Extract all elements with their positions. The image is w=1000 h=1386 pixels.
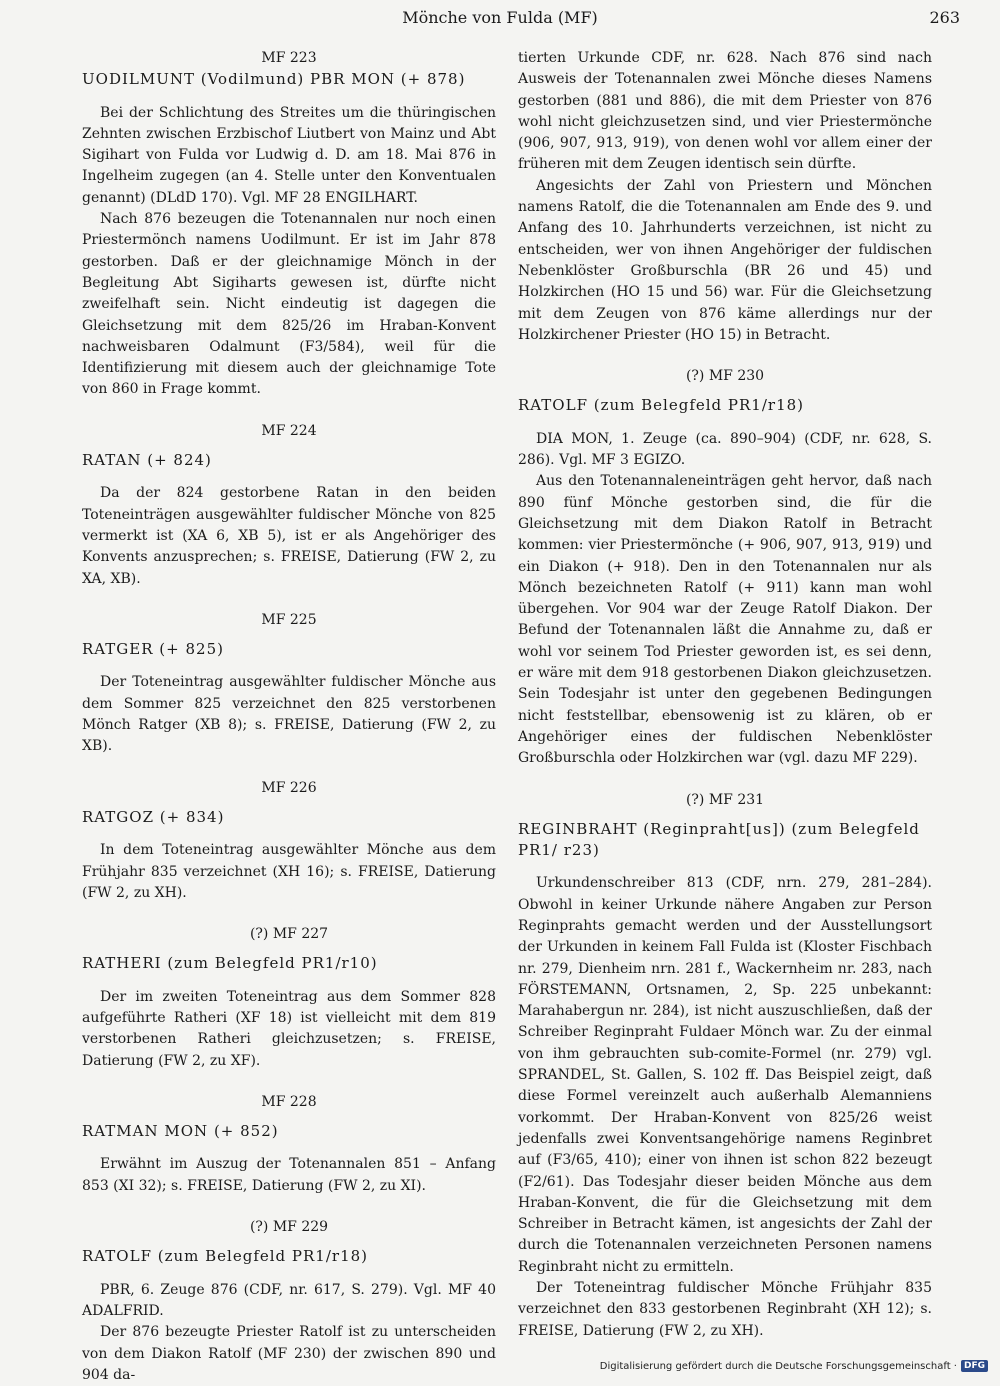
entry-number: (?) MF 231 (685, 791, 765, 808)
entry (82, 48, 496, 401)
entry (82, 421, 496, 590)
continuation-paragraph: tierten Urkunde CDF, nr. 628. Nach 876 sind nach Ausweis der Totenannalen zwei Mönche dieses Namens gestorben (881 und 886), die mit dem Priester von 876 wohl nicht gleichzusetzen sind, und vier Priestermönche (906, 907, 913, 919), von denen wohl vor allem einer der früheren mit dem Zeugen identisch sein dürfte. (518, 50, 932, 173)
entry-title: RATOLF (zum Belegfeld PR1/r18) (518, 396, 805, 415)
entry-number: (?) MF 229 (249, 1219, 329, 1236)
entry-number: (?) MF 230 (685, 368, 765, 385)
entry-title: UODILMUNT (Vodilmund) PBR MON (+ 878) (82, 70, 466, 89)
entry-title: RATGER (+ 825) (82, 640, 224, 659)
entry-number: MF 223 (261, 50, 317, 66)
page-number: 263 (929, 8, 960, 27)
right-column (518, 48, 932, 1342)
paragraph: Bei der Schlichtung des Streites um die thüringischen Zehnten zwischen Erzbischof Liutbert von Mainz und Abt Sigihart von Fulda vor Ludwig d. D. am 18. Mai 876 in Ingelheim zugegen (an 4. Stelle unter den Konventualen genannt) (DLdD 170). Vgl. MF 28 ENGILHART. (82, 104, 496, 206)
left-column (82, 48, 496, 1386)
paragraph: Erwähnt im Auszug der Totenannalen 851 – Anfang 853 (XI 32); s. FREISE, Datierung (FW 2, zu XI). (82, 1156, 496, 1194)
entry-number: MF 228 (261, 1093, 317, 1110)
paragraph: Aus den Totenannaleneinträgen geht hervor, daß nach 890 fünf Mönche gestorben sind, die für die Gleichsetzung mit dem Diakon Ratolf in Betracht kommen: vier Priestermönche (+ 906, 907, 913, 919) und ein Diakon (+ 918). Den in den Totenannalen nur als Mönch bezeichneten Ratolf (+ 911) kann man wohl übergehen. Vor 904 war der Zeuge Ratolf Diakon. Der Befund der Totenannalen läßt die Annahme zu, daß er wohl vor seinem Tod Priester geworden ist, es sei denn, er wäre mit dem 918 gestorbenen Diakon gleichzusetzen. Sein Todesjahr ist unter den gegebenen Bedingungen nicht feststellbar, ebensowenig ist zu klären, ob er Angehöriger eines der fuldischen Nebenklöster Großburschla oder Holzkirchen war (vgl. dazu MF 229). (518, 473, 932, 767)
paragraph: DIA MON, 1. Zeuge (ca. 890–904) (CDF, nr. 628, S. 286). Vgl. MF 3 EGIZO. (518, 430, 932, 469)
footer-credit (600, 1360, 988, 1372)
entry-number: (?) MF 227 (249, 926, 329, 943)
dfg-logo: DFG (961, 1360, 988, 1372)
paragraph: Urkundenschreiber 813 (CDF, nrn. 279, 281–284). Obwohl in keiner Urkunde nähere Angaben zur Person Reginprahts gemacht werden und der Ausstellungsort der Urkunden in keinem Fall Fulda ist (Kloster Fischbach nr. 279, Dienheim nrn. 281 f., Wackernheim nr. 283, nach FÖRSTEMANN, Ortsnamen, 2, Sp. 225 unbekannt: Marahabergun nr. 284), ist nicht auszuschließen, daß der Schreiber Reginpraht Fuldaer Mönch war. Zu der einmal von ihm gebrauchten sub-comite-Formel (nr. 279) vgl. SPRANDEL, St. Gallen, S. 102 ff. Das Beispiel zeigt, daß diese Formel vereinzelt auch außerhalb Alemanniens vorkommt. Der Hraban-Konvent von 825/26 weist jedenfalls zwei Konventsangehörige namens Reginbret auf (F3/65, 410); einer von ihnen ist schon 822 bezeugt (F2/61). Das Todesjahr dieser beiden Mönche aus dem Hraban-Konvent, die für die Gleichsetzung mit dem Schreiber in Betracht kämen, ist angesichts der Zahl der durch die Totenannalen verzeichneten Personen namens Reginbraht nicht zu ermitteln. (518, 875, 932, 1275)
entry-number: MF 224 (261, 422, 317, 439)
entry (82, 610, 496, 758)
paragraph: Der 876 bezeugte Priester Ratolf ist zu unterscheiden von dem Diakon Ratolf (MF 230) der zwischen 890 und 904 da- (82, 1324, 496, 1383)
entry-number: MF 226 (261, 779, 317, 796)
running-title: Mönche von Fulda (MF) (402, 8, 598, 27)
entry-title: REGINBRAHT (Reginpraht[us]) (zum Belegfeld PR1/ r23) (518, 819, 920, 860)
entry-title: RATAN (+ 824) (82, 451, 212, 470)
entry (82, 778, 496, 904)
entry-title: RATHERI (zum Belegfeld PR1/r10) (82, 954, 378, 973)
paragraph: PBR, 6. Zeuge 876 (CDF, nr. 617, S. 279). Vgl. MF 40 ADALFRID. (82, 1281, 496, 1319)
entry-number: MF 225 (261, 611, 317, 628)
paragraph: Der Toteneintrag ausgewählter fuldischer Mönche aus dem Sommer 825 verzeichnet den 825 verstorbenen Mönch Ratger (XB 8); s. FREISE, Datierung (FW 2, zu XB). (82, 674, 496, 755)
paragraph: Nach 876 bezeugen die Totenannalen nur noch einen Priestermönch namens Uodilmunt. Er ist im Jahr 878 gestorben. Daß er der gleichnamige Mönch in der Begleitung Abt Sigiharts gewesen ist, dürfte nicht zweifelhaft sein. Nicht eindeutig ist dagegen die Gleichsetzung mit dem 825/26 im Hraban-Konvent nachweisbaren Odalmunt (F3/584), weil für die Identifizierung mit diesem auch der gleichnamige Tote von 860 in Frage kommt. (82, 211, 496, 398)
paragraph: Der Toteneintrag fuldischer Mönche Frühjahr 835 verzeichnet den 833 gestorbenen Reginbraht (XH 12); s. FREISE, Datierung (FW 2, zu XH). (518, 1280, 932, 1339)
entry (82, 1092, 496, 1197)
paragraph: In dem Toteneintrag ausgewählter Mönche aus dem Frühjahr 835 verzeichnet (XH 16); s. FREISE, Datierung (FW 2, zu XH). (82, 842, 496, 901)
entry (518, 366, 932, 769)
footer-text: Digitalisierung gefördert durch die Deutsche Forschungsgemeinschaft · (599, 1360, 957, 1372)
entry (82, 924, 496, 1072)
entry (518, 790, 932, 1342)
paragraph: Der im zweiten Toteneintrag aus dem Sommer 828 aufgeführte Ratheri (XF 18) ist vielleicht mit dem 819 verstorbenen Ratheri gleichzusetzen; s. FREISE, Datierung (FW 2, zu XF). (82, 988, 496, 1069)
entry-title: RATOLF (zum Belegfeld PR1/r18) (82, 1247, 369, 1266)
page-header (0, 8, 1000, 34)
paragraph: Angesichts der Zahl von Priestern und Mönchen namens Ratolf, die die Totenannalen am Ende des 9. und Anfang des 10. Jahrhunderts verzeichnen, ist nicht zu entscheiden, wer von ihnen Angehöriger der fuldischen Nebenklöster Großburschla (BR 26 und 45) und Holzkirchen (HO 15 und 56) war. Für die Gleichsetzung mit dem Zeugen von 876 käme allerdings nur der Holzkirchener Priester (HO 15) in Betracht. (518, 177, 932, 343)
paragraph: Da der 824 gestorbene Ratan in den beiden Toteneinträgen ausgewählter fuldischer Mönche von 825 vermerkt ist (XA 6, XB 5), ist er als Angehöriger des Konvents anzusprechen; s. FREISE, Datierung (FW 2, zu XA, XB). (82, 485, 496, 587)
entry-title: RATGOZ (+ 834) (82, 807, 225, 826)
entry-title: RATMAN MON (+ 852) (82, 1122, 279, 1141)
entry (82, 1217, 496, 1386)
